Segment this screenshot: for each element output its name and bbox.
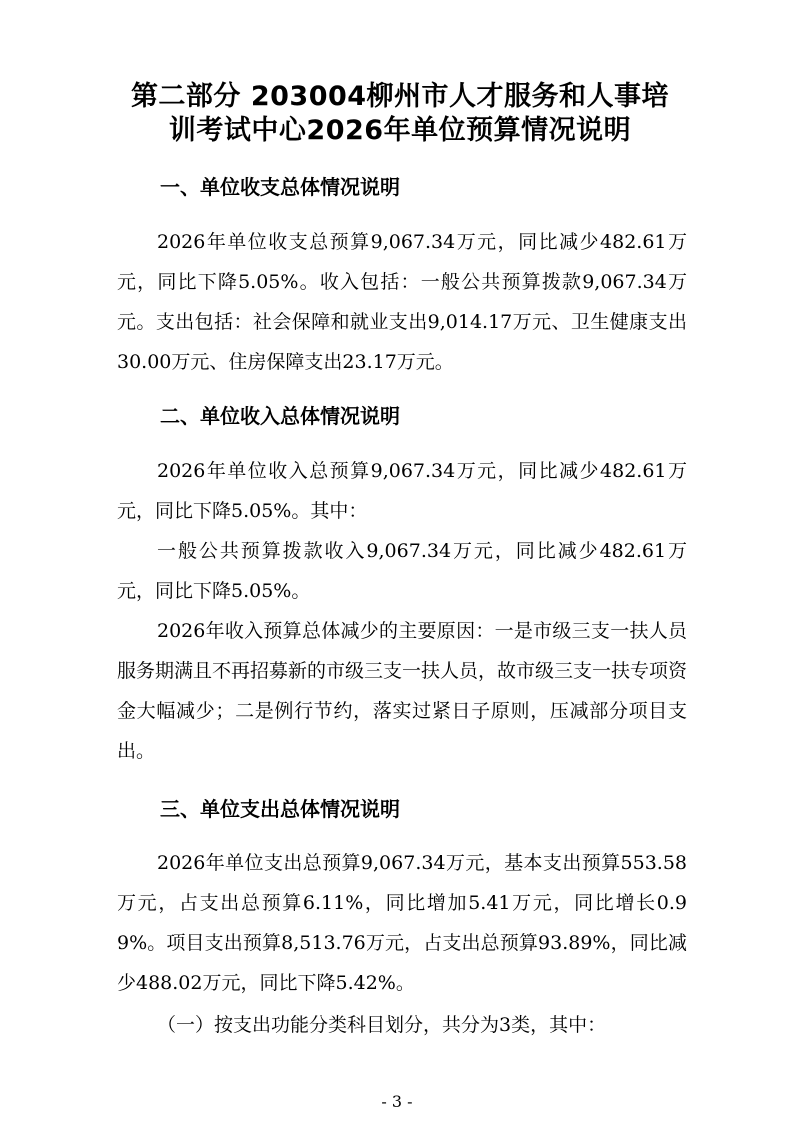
section-heading-income-expense: 一、单位收支总体情况说明 [160, 175, 400, 199]
title-line-1: 第二部分 203004柳州市人才服务和人事培 [130, 81, 670, 112]
page-number: - 3 - [381, 1092, 413, 1111]
paragraph-expense-summary: 2026年单位支出总预算9,067.34万元，基本支出预算553.58万元，占支出总预算6.11%，同比增加5.41万元，同比增长0.99%。项目支出预算8,513.76万元，占支出总预算93.89%，同比减少488.02万元，同比下降5.42%。 [117, 852, 687, 994]
title-line-2: 训考试中心2026年单位预算情况说明 [168, 115, 632, 146]
paragraph-income-expense-summary: 2026年单位收支总预算9,067.34万元，同比减少482.61万元，同比下降5.05%。收入包括：一般公共预算拨款9,067.34万元。支出包括：社会保障和就业支出9,014.17万元、卫生健康支出30.00万元、住房保障支出23.17万元。 [117, 231, 687, 373]
section-heading-income: 二、单位收入总体情况说明 [160, 404, 400, 428]
paragraph-general-budget-income: 一般公共预算拨款收入9,067.34万元，同比减少482.61万元，同比下降5.05%。 [117, 540, 687, 602]
paragraph-functional-classification: （一）按支出功能分类科目划分，共分为3类，其中： [157, 1014, 607, 1036]
paragraph-income-summary: 2026年单位收入总预算9,067.34万元，同比减少482.61万元，同比下降5.05%。其中： [117, 460, 687, 522]
page-title [100, 80, 700, 148]
paragraph-income-decrease-reason: 2026年收入预算总体减少的主要原因：一是市级三支一扶人员服务期满且不再招募新的市级三支一扶人员，故市级三支一扶专项资金大幅减少；二是例行节约，落实过紧日子原则，压减部分项目支出。 [117, 620, 688, 762]
section-heading-expense: 三、单位支出总体情况说明 [160, 797, 400, 821]
